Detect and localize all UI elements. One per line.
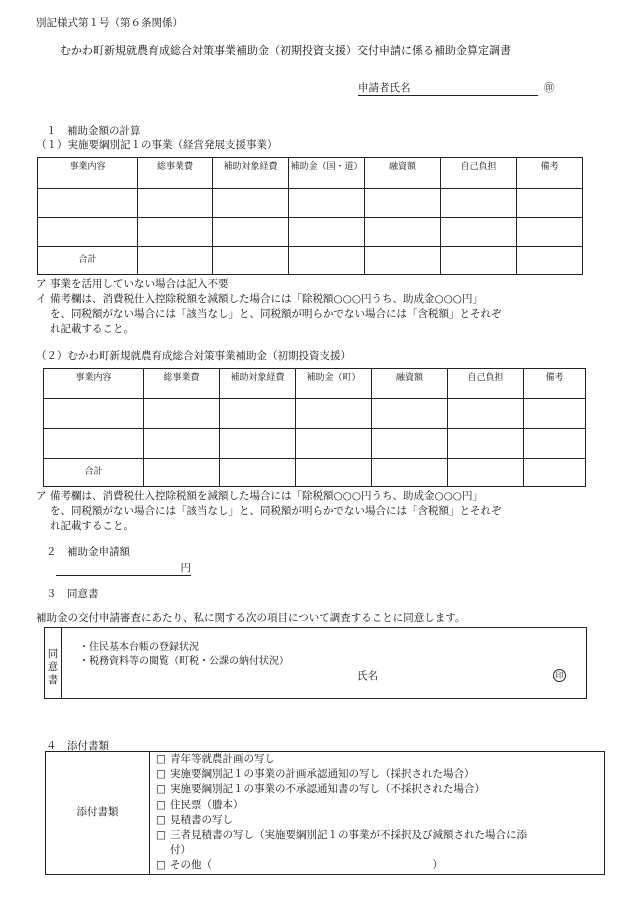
section1-sub2: （２）むかわ町新規就農育成総合対策事業補助金（初期投資支援） — [36, 350, 351, 362]
checkbox-icon[interactable]: □ — [156, 813, 166, 826]
checkbox-icon[interactable]: □ — [156, 768, 166, 781]
applicant-label: 申請者氏名 — [358, 82, 538, 96]
attachment-item[interactable]: □ 三者見積書の写し（実施要綱別記１の事業が不採択及び減額された場合に添 — [156, 828, 604, 843]
section4-heading: ４ 添付書類 — [46, 740, 109, 752]
col-header: 補助金（町） — [296, 369, 372, 399]
applicant-name-field[interactable] — [358, 82, 544, 96]
attachments-label: 添付書類 — [46, 752, 150, 875]
table-total-row[interactable] — [38, 247, 583, 275]
attachment-item[interactable]: □ 住民票（謄本） — [156, 798, 604, 813]
table-total-row[interactable] — [44, 459, 586, 487]
col-header: 事業内容 — [38, 158, 138, 189]
col-header: 備考 — [517, 158, 583, 189]
total-label: 合計 — [44, 459, 144, 487]
consent-intro: 補助金の交付申請審査にあたり、私に関する次の項目について調査することに同意します。 — [36, 612, 466, 624]
checkbox-icon[interactable]: □ — [156, 859, 166, 872]
checkbox-icon[interactable]: □ — [156, 783, 166, 796]
section3-heading: ３ 同意書 — [46, 588, 99, 600]
consent-item: ・住民基本台帳の登録状況 — [79, 642, 199, 653]
col-header: 融資額 — [372, 369, 448, 399]
col-header: 補助金（国・道） — [289, 158, 365, 189]
consent-box — [44, 627, 587, 699]
col-header: 総事業費 — [138, 158, 213, 189]
col-header: 事業内容 — [44, 369, 144, 399]
col-header: 補助対象経費 — [213, 158, 289, 189]
table-header-row — [38, 158, 583, 189]
col-header: 融資額 — [365, 158, 441, 189]
form-number: 別記様式第１号（第６条関係） — [36, 17, 183, 29]
col-header: 総事業費 — [144, 369, 220, 399]
col-header: 備考 — [524, 369, 586, 399]
table-row[interactable] — [44, 399, 586, 429]
consent-item: ・税務資料等の閲覧（町税・公課の納付状況） — [79, 656, 289, 667]
consent-box-label: 同意書 — [47, 648, 59, 686]
table-project-1 — [37, 157, 583, 275]
checkbox-icon[interactable]: □ — [156, 798, 166, 811]
table-row[interactable] — [38, 218, 583, 247]
amount-unit: 円 — [56, 562, 191, 576]
checkbox-icon[interactable]: □ — [156, 753, 166, 765]
table-header-row — [44, 369, 586, 399]
section2-heading: ２ 補助金申請額 — [46, 546, 130, 558]
table-row[interactable] — [38, 189, 583, 218]
col-header: 補助対象経費 — [220, 369, 296, 399]
table-project-2 — [43, 368, 586, 487]
consent-name-field[interactable] — [553, 669, 566, 682]
section1-heading: １ 補助金額の計算 — [46, 125, 141, 137]
table-row[interactable] — [44, 429, 586, 459]
attachment-item[interactable]: □ 見積書の写し — [156, 813, 604, 828]
attachments-table — [45, 751, 605, 875]
notes-2: ア 備考欄は、消費税仕入控除税額を減額した場合には「除税額○○○円うち、助成金○○○円」 を、同税額がない場合には「該当なし」と、同税額が明らかでない場合には「含税額」とそれぞ れ記載すること。 — [36, 490, 502, 532]
consent-name-label: 氏名 — [357, 670, 378, 682]
attachment-item-cont: 付） — [170, 844, 191, 857]
notes-1: ア 事業を活用していない場合は記入不要 イ 備考欄は、消費税仕入控除税額を減額した場合には「除税額○○○円うち、助成金○○○円」 を、同税額がない場合には「該当なし」と、同税額が明らかでない場合には「含税額」とそれぞ れ記載すること。 — [36, 278, 502, 335]
checkbox-icon[interactable]: □ — [156, 829, 166, 842]
col-header: 自己負担 — [441, 158, 517, 189]
total-label: 合計 — [38, 247, 138, 275]
attachment-item[interactable]: □ その他（ ） — [156, 858, 604, 873]
attachment-item[interactable]: □ 実施要綱別記１の事業の不承認通知書の写し（不採択された場合） — [156, 782, 604, 797]
attachment-item[interactable]: □ 実施要綱別記１の事業の計画承認通知の写し（採択された場合） — [156, 767, 604, 782]
col-header: 自己負担 — [448, 369, 524, 399]
attachment-item[interactable]: □ 青年等就農計画の写し — [156, 752, 604, 767]
applicant-seal: ㊞ — [544, 82, 555, 94]
seal-icon: 印 — [553, 669, 566, 682]
section1-sub1: （１）実施要綱別記１の事業（経営発展支援事業） — [36, 139, 278, 151]
amount-field[interactable] — [56, 562, 191, 576]
page-title: むかわ町新規就農育成総合対策事業補助金（初期投資支援）交付申請に係る補助金算定調書 — [60, 44, 511, 57]
